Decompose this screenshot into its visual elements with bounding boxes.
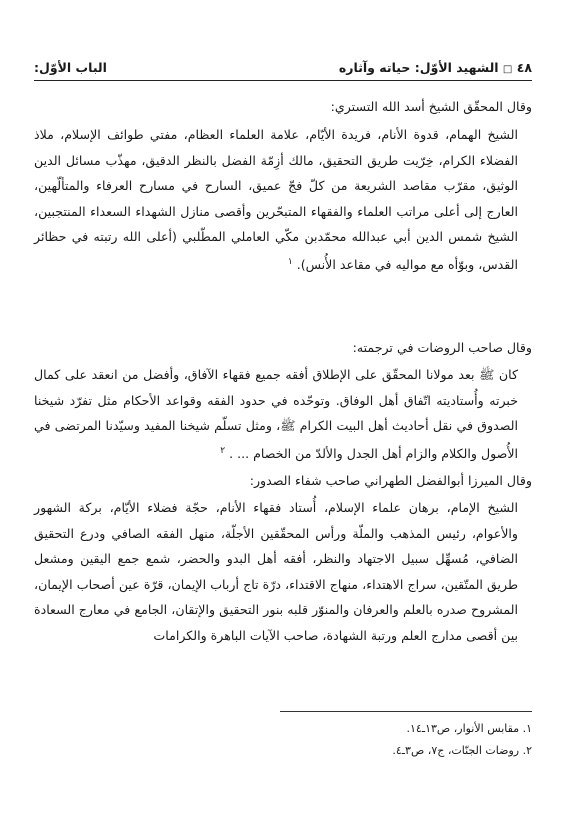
chapter-title: الباب الأوّل: xyxy=(34,60,107,75)
page-number: ٤٨ xyxy=(516,60,532,75)
footnote-ref-2: ٢ xyxy=(220,445,226,456)
quote-text-2: كان ﷺ بعد مولانا المحقّق على الإطلاق أفقه جميع فقهاء الآفاق، وأفضل من انعقد على كمال خبرته وأُستاديته اتّفاق أهل الوفاق. وتوحّده في حدود الفقه وقواعد الأحكام مثل تفرّد شيخنا الصدوق في نقل أحاديث أهل البيت الكرام ﷺ، ومثل تسلّم شيخنا المفيد وسيّدنا المرتضى في الأُصول والكلام والزام أهل الجدل والألدّ من الخصام ... . xyxy=(34,367,518,461)
footnote-2: ٢. روضات الجنّات، ج٧، ص٣ـ٤. xyxy=(392,744,532,757)
separator-square-icon: □ xyxy=(502,64,513,75)
quote-text-3: الشيخ الإمام، برهان علماء الإسلام، أُستاد فقهاء الأنام، حجّة فضلاء الأيّام، بركة الشهور والأعوام، رئيس المذهب والملّة ورأس المحقّقين الأجلّة، منهل الفقه الصافي ودرع التحقيق الضافي، مُسهِّل سبيل الاجتهاد والنظر، أفقه أهل البدو والحضر، شمع جمع اليقين ومشعل طريق المتّقين، سراج الاهتداء، منهاج الاقتداء، درّة تاج أرباب الإيمان، قرّة عين أصحاب الإيمان، المشروح صدره بالعلم والعرفان والمنوّر قلبه بنور التحقيق والإتقان، الجامع في معارج السعادة بين أقصى مدارج العلم ورتبة الشهادة، صاحب الآيات الباهرة والكرامات xyxy=(34,500,518,643)
quote-paragraph-3 xyxy=(34,495,532,648)
page-header xyxy=(34,58,532,81)
running-title xyxy=(339,60,532,75)
quote-paragraph-1 xyxy=(34,122,532,277)
quote-text-1: الشيخ الهمام، قدوة الأنام، فريدة الأيّام، علامة العلماء العظام، مفتي طوائف الإسلام، ملاذ الفضلاء الكرام، خِرّيت طريق التحقيق، مالك أزِمّة الفضل بالنظر الدقيق، مهذّب مسائل الدين الوثيق، مقرّب مقاصد الشريعة من كلّ فجّ عميق، السارح في مسارح العرفاء والمتألّهين، العارج إلى أعلى مراتب العلماء والفقهاء المتبحّرين وأقصى منازل الشهداء السعداء المنتجبين، الشيخ شمس الدين أبي عبدالله محمّدبن مكّي العاملي المطّلبي (أعلى الله رتبته في حظائر القدس، وبوّأه مع مواليه في مقاعد الأُنس). xyxy=(34,127,518,272)
quote-paragraph-2 xyxy=(34,362,532,466)
footnotes xyxy=(34,718,532,762)
intro-paragraph-3: وقال الميرزا أبوالفضل الطهراني صاحب شفاء الصدور: xyxy=(249,473,532,488)
footnote-1: ١. مقابس الأنوار، ص١٣ـ١٤. xyxy=(406,722,532,735)
intro-paragraph-1: وقال المحقّق الشيخ أسد الله التستري: xyxy=(330,99,532,114)
intro-paragraph-2: وقال صاحب الروضات في ترجمته: xyxy=(352,340,532,355)
footnote-divider xyxy=(280,711,532,712)
footnote-ref-1: ١ xyxy=(287,256,293,267)
book-title: الشهيد الأوّل: حياته وآثاره xyxy=(338,60,499,75)
